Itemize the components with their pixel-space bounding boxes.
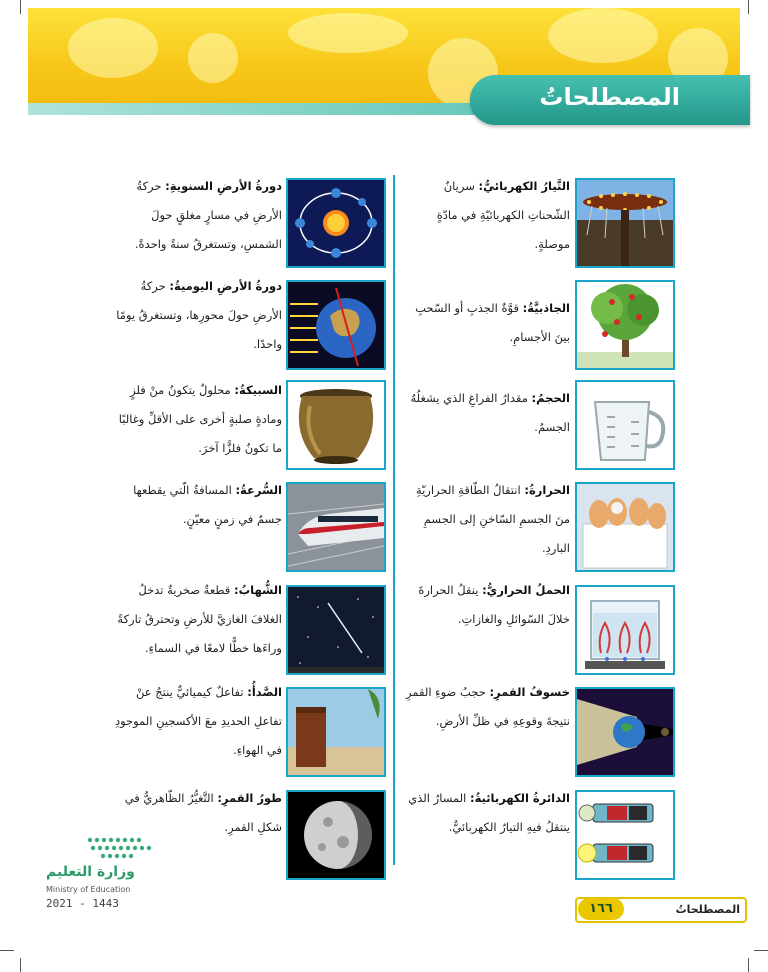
crop-mark xyxy=(20,958,21,972)
image-measuring-cup xyxy=(575,380,675,470)
edition-year: 2021 - 1443 xyxy=(46,897,119,910)
crop-mark xyxy=(748,958,749,972)
image-speed-train xyxy=(286,482,386,572)
image-swing-ride xyxy=(575,178,675,268)
crop-mark xyxy=(0,950,14,951)
definition-lunar-eclipse: خسوفُ القمرِ: حجبُ ضوءِ القمرِ نتيجةَ وقوعِهِ في ظلِّ الأرضِ. xyxy=(406,685,570,728)
image-bronze-pot xyxy=(286,380,386,470)
ministry-name-en: Ministry of Education xyxy=(46,885,131,894)
image-earth-rotation xyxy=(286,280,386,370)
definition-volume: الحجمُ: مقدارُ الفراغِ الذي يشغلُهُ الجسمُ. xyxy=(410,391,570,434)
definition-alloy: السبيكةُ: محلولٌ يتكونُ منْ فلزٍ ومادةٍ صلبةٍ أخرى على الأقلِّ وغالبًا ما تكونُ فلزًّا آخرَ. xyxy=(118,383,282,455)
crop-mark xyxy=(20,0,21,14)
definition-earth-revolution: دورةُ الأرضِ السنويةِ: حركةُ الأرضِ في مسارٍ مغلقٍ حولَ الشمسِ، وتستغرقُ سنةً واحدةً. xyxy=(134,179,282,251)
definition-electric-current: التَّيارُ الكهربائيُّ: سريانُ الشّحناتِ الكهربائيّةِ في مادّةٍ موصلةٍ. xyxy=(436,179,570,251)
definition-moon-phase: طورُ القمرِ: التَّغيُّرُ الظّاهريُّ في شكلِ القمرِ. xyxy=(124,791,282,834)
definition-gravity: الجاذبيَّةُ: قوَّةُ الجذبِ أو السّحبِ بينَ الأجسامِ. xyxy=(415,301,570,344)
page-number: ١٦٦ xyxy=(578,898,624,920)
definition-rust: الصَّدأُ: تفاعلٌ كيميائيٌّ ينتجُ عنْ تفاعلِ الحديدِ معَ الأكسجينِ الموجودِ في الهواءِ. xyxy=(115,685,282,757)
image-apple-tree xyxy=(575,280,675,370)
image-lunar-eclipse xyxy=(575,687,675,777)
definition-meteor: الشُّهابُ: قطعةٌ صخريةٌ تدخلُ الغلافَ الغازيَّ للأرضِ وتحترقُ تاركةً وراءَها خطًّا لامعًا في السماءِ. xyxy=(117,583,282,655)
image-rusty-tank xyxy=(286,687,386,777)
crop-mark xyxy=(754,950,768,951)
image-moon-phase xyxy=(286,790,386,880)
footer-label: المصطلحاتُ xyxy=(675,903,740,916)
image-flashlights xyxy=(575,790,675,880)
ministry-name-ar: وزارة التعليم xyxy=(46,864,135,880)
definition-earth-rotation: دورةُ الأرضِ اليوميةُ: حركةُ الأرضِ حولَ محورِها، وتستغرقُ يومًا واحدًا. xyxy=(116,279,282,351)
title-tab xyxy=(470,75,750,125)
definition-electric-circuit: الدائرةُ الكهربائيةُ: المسارُ الذي ينتقلُ فيهِ التيارُ الكهربائيُّ. xyxy=(408,791,570,834)
image-boiling-water xyxy=(575,585,675,675)
definition-convection: الحملُ الحراريُّ: ينقلُ الحرارةَ خلالَ السّوائلِ والغازاتِ. xyxy=(418,583,570,626)
definition-speed: السُّرعةُ: المسافةُ الّتي يقطعها جسمٌ في زمنٍ معيّنٍ. xyxy=(133,483,282,526)
image-eggs-pot xyxy=(575,482,675,572)
image-earth-orbit xyxy=(286,178,386,268)
ministry-logo-icon xyxy=(85,832,155,862)
image-meteor xyxy=(286,585,386,675)
definition-heat: الحرارةُ: انتقالُ الطّاقةِ الحراريّةِ منَ الجسمِ السّاخنِ إلى الجسمِ الباردِ. xyxy=(415,483,570,555)
column-divider xyxy=(393,175,395,865)
page-title: المصطلحاتُ xyxy=(539,83,680,111)
crop-mark xyxy=(748,0,749,14)
